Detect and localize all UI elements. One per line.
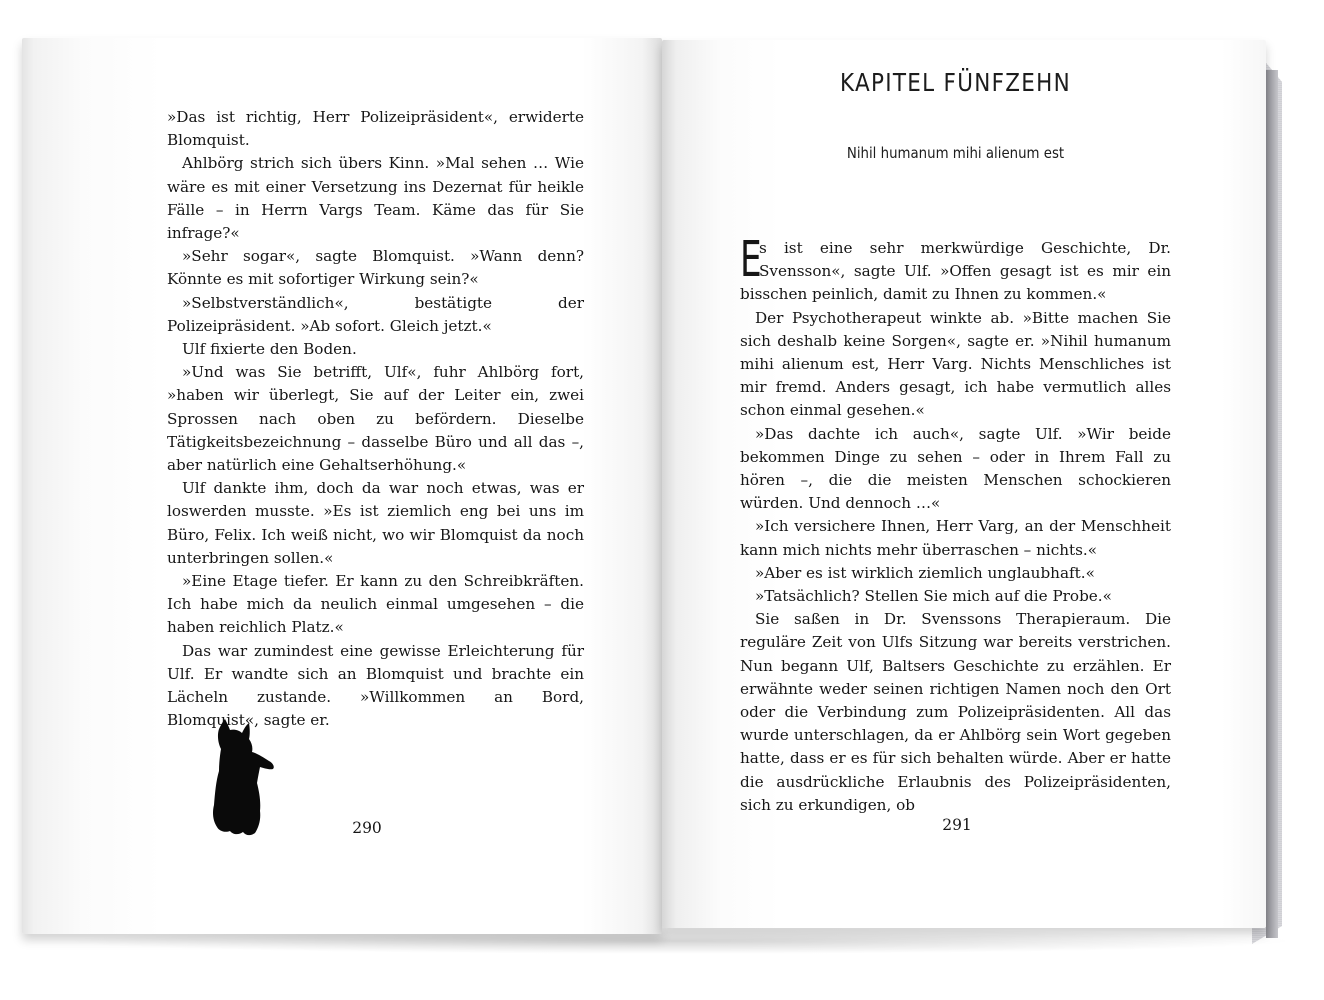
right-paragraph-1-text: s ist eine sehr merkwürdige Geschichte, Dr. Svensson«, sagte Ulf. »Offen gesagt ist es mir ein bisschen peinlich, damit zu Ihnen zu kommen.«	[740, 239, 1171, 304]
drop-cap: E	[740, 231, 762, 288]
left-paragraph-1: »Das ist richtig, Herr Polizeipräsident«, erwiderte Blomquist.	[167, 108, 584, 150]
book-cover-edge	[1266, 70, 1278, 938]
left-paragraph-3: »Sehr sogar«, sagte Blomquist. »Wann denn? Könnte es mit sofortiger Wirkung sein?«	[167, 247, 584, 289]
right-paragraph-3: »Das dachte ich auch«, sagte Ulf. »Wir beide bekommen Dinge zu sehen – oder in Ihrem Fall zu hören –, die die meisten Menschen schockieren würden. Und dennoch …«	[740, 424, 1171, 513]
dog-silhouette-icon	[203, 717, 285, 837]
right-paragraph-2: Der Psychotherapeut winkte ab. »Bitte machen Sie sich deshalb keine Sorgen«, sagte er. »Nihil humanum mihi alienum est, Herr Varg. Nichts Menschliches ist mir fremd. Anders gesagt, ich habe vermutlich alles schon einmal gesehen.«	[740, 308, 1171, 420]
left-paragraph-7: Ulf dankte ihm, doch da war noch etwas, was er loswerden musste. »Es ist ziemlich eng bei uns im Büro, Felix. Ich weiß nicht, wo wir Blomquist da noch unterbringen sollen.«	[167, 479, 584, 567]
right-paragraph-1	[740, 231, 1171, 307]
left-paragraph-9: Das war zumindest eine gewisse Erleichterung für Ulf. Er wandte sich an Blomquist und brachte ein Lächeln zustande. »Willkommen an Bord, Blomquist«, sagte er.	[167, 641, 584, 730]
page-number-right: 291	[942, 816, 972, 834]
chapter-title: KAPITEL FÜNFZEHN	[839, 68, 1072, 97]
page-number-left: 290	[352, 819, 382, 837]
left-paragraph-6: »Und was Sie betrifft, Ulf«, fuhr Ahlbörg fort, »haben wir überlegt, Sie auf der Leiter ein, zwei Sprossen nach oben zu befördern. Dieselbe Tätigkeitsbezeichnung – dasselbe Büro und all das –, aber natürlich eine Gehaltserhöhung.«	[167, 363, 584, 475]
left-paragraph-8: »Eine Etage tiefer. Er kann zu den Schreibkräften. Ich habe mich da neulich einmal umgesehen – die haben reichlich Platz.«	[167, 572, 584, 637]
left-page-text	[167, 106, 584, 732]
chapter-subtitle: Nihil humanum mihi alienum est	[846, 144, 1065, 162]
left-paragraph-4: »Selbstverständlich«, bestätigte der Polizeipräsident. »Ab sofort. Gleich jetzt.«	[167, 293, 584, 335]
right-page-text	[740, 231, 1171, 817]
right-paragraph-7: Sie saßen in Dr. Svenssons Therapieraum. Die reguläre Zeit von Ulfs Sitzung war bereits verstrichen. Nun begann Ulf, Baltsers Geschichte zu erzählen. Er erwähnte weder seinen richtigen Namen noch den Ort oder die Verbindung zum Polizeipräsidenten. All das wurde unterschlagen, da er Ahlbörg sein Wort gegeben hatte, dass er es für sich behalten würde. Aber er hatte die ausdrückliche Erlaubnis des Polizeipräsidenten, sich zu erkundigen, ob	[740, 610, 1171, 814]
left-paragraph-5: Ulf fixierte den Boden.	[182, 340, 357, 359]
right-paragraph-6: »Tatsächlich? Stellen Sie mich auf die Probe.«	[755, 587, 1112, 606]
right-paragraph-4: »Ich versichere Ihnen, Herr Varg, an der Menschheit kann mich nichts mehr überraschen – nichts.«	[740, 517, 1171, 559]
left-paragraph-2: Ahlbörg strich sich übers Kinn. »Mal sehen … Wie wäre es mit einer Versetzung ins Dezernat für heikle Fälle – in Herrn Vargs Team. Käme das für Sie infrage?«	[167, 154, 584, 243]
right-paragraph-5: »Aber es ist wirklich ziemlich unglaubhaft.«	[755, 563, 1095, 582]
